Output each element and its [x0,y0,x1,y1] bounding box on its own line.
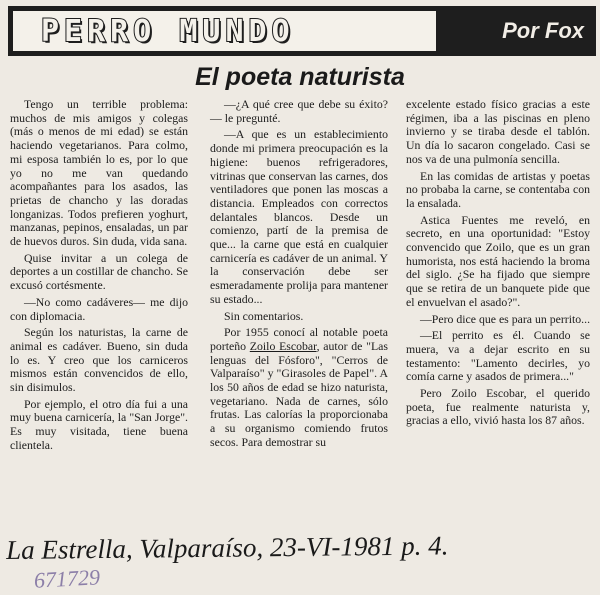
paragraph: Tengo un terrible problema: muchos de mis amigos y colegas (más o menos de mi edad) se están haciendo vegetarianos. Para colmo, mi esposa también lo es, por lo que yo no me van quedando acompañantes para los asados, las prietas de chancho y las doradas longanizas. Todos prefieren yoghurt, manzanas, pepinos, ensaladas, un par de huevos duros. Sin duda, vida sana. [10,97,188,249]
paragraph: —No como cadáveres— me dijo con diplomacia. [10,294,188,323]
paragraph: En las comidas de artistas y poetas no probaba la carne, se contentaba con la ensalada. [406,168,590,210]
paragraph: Sin comentarios. [224,308,304,323]
paragraph: Astica Fuentes me reveló, en secreto, en una oportunidad: "Estoy convencido que Zoilo, que es un gran humorista, nos está haciendo la broma del siglo. ¿Se ha fijado que siempre que se retira de un banquete pide que el envuelvan el asado?". [406,212,590,309]
article-headline: El poeta naturista [195,63,405,91]
paragraph: —A que es un establecimiento donde mi primera preocupación es la higiene: buenos refrigeradores, vitrinas que conservan las carnes, dos ventiladores que ponen las moscas a distancia. Empleados con correctos delantales blancos. Desde un comienzo, partí de la premisa de que... la carne que está en cualquier carnicería es cadáver de un animal. Y la conservación debe ser esmeradamente prolija para mantener su estado... [210,127,388,306]
author-byline: Por Fox [502,18,584,43]
paragraph: Según los naturistas, la carne de animal es cadáver. Bueno, sin duda lo es. Y creo que los carniceros mismos están convencidos de ello, sin disimulos. [10,325,188,395]
paragraph [210,326,388,449]
section-banner [8,6,596,56]
article-column-3 [406,98,590,431]
underlined-poet-name: Zoilo Escobar [249,338,317,353]
article-column-1 [10,98,188,456]
paragraph: —¿A qué cree que debe su éxito?— le pregunté. [210,97,388,125]
archive-number-stamp: 671729 [33,564,101,593]
paragraph-text: , autor de "Las lenguas del Fósforo", "Cerros de Valparaíso" y "Girasoles de Papel". A los 50 años de edad se hizo naturista, vegetariano. Nada de carnes, sólo frutas. Las calorías la proporcionaba a su organismo comiendo frutos secos. Para demostrar su [210,338,388,449]
paragraph: Pero Zoilo Escobar, el querido poeta, fue realmente naturista y, gracias a ello, vivió hasta los 87 años. [406,386,590,428]
article-column-2 [210,98,388,453]
paragraph: Por ejemplo, el otro día fui a una muy buena carnicería, la "San Jorge". Es muy visitada, tiene buena clientela. [10,396,188,452]
paragraph: Quise invitar a un colega de deportes a un costillar de chancho. Se excusó cortésmente. [10,250,188,293]
paragraph: —El perrito es él. Cuando se muera, va a dejar escrito en su testamento: "Lamento decirles, yo comía carne y asados de primera..." [406,328,590,384]
paragraph-text: Por 1955 conocí al notable poeta porteño [210,325,388,353]
paragraph: —Pero dice que es para un perrito... [420,311,591,326]
section-title-box [12,10,437,52]
paragraph: excelente estado físico gracias a este régimen, iba a las piscinas en pleno invierno y se tiraba desde el tablón. Un día lo sacaron congelado. Casi se nos va de una pulmonía sencilla. [406,97,590,166]
handwritten-source-note: La Estrella, Valparaíso, 23-VI-1981 p. 4. [6,530,449,565]
section-title: PERRO MUNDO [41,14,295,49]
